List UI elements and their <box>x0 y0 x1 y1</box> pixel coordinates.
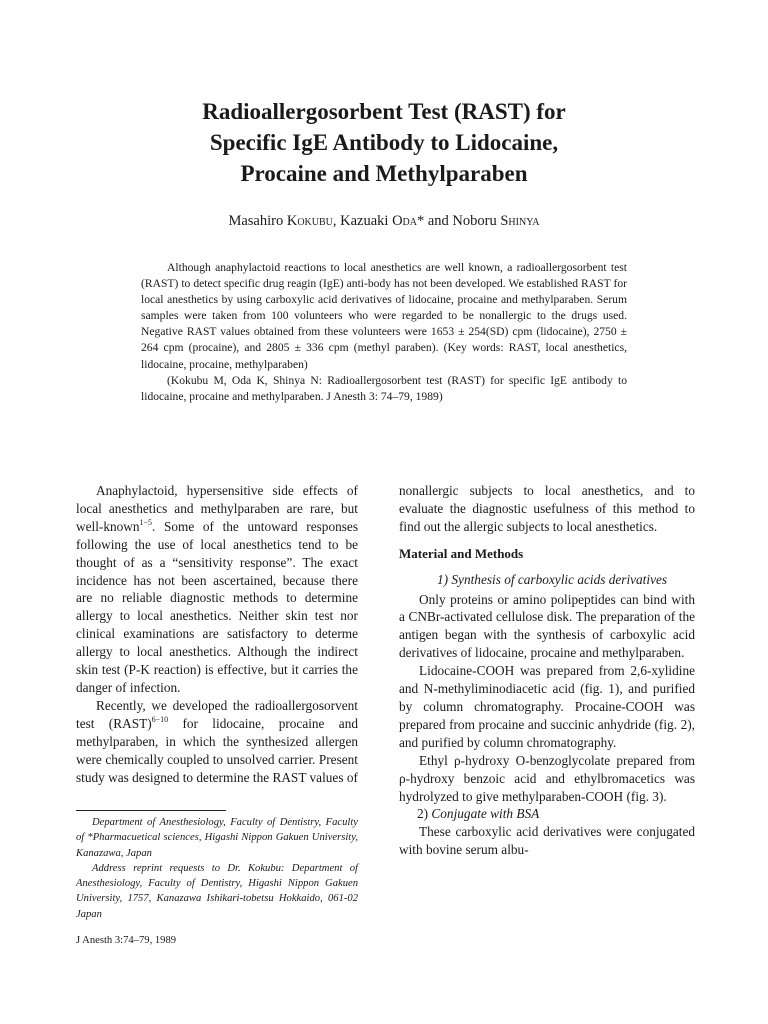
author-list <box>100 213 668 230</box>
author-2-affiliation-mark: * <box>416 213 425 229</box>
title-line-2: Specific IgE Antibody to Lidocaine, <box>209 130 559 155</box>
footnotes <box>76 815 358 922</box>
subsection-2-heading <box>399 805 695 823</box>
section-heading-methods: Material and Methods <box>399 545 524 561</box>
left-column <box>76 482 358 786</box>
methods-paragraph-4: These carboxylic acid derivatives were conjugated with bovine serum albu- <box>399 824 695 858</box>
intro-paragraph-2 <box>76 697 358 787</box>
footnote-reprint-address: Address reprint requests to Dr. Kokubu: Department of Anesthesiology, Faculty of Dentistry, Higashi Nippon Gakuen University, 1757, Kanazawa Ishikari-tobetsu Hokkaido, 061-02 Japan <box>76 862 358 920</box>
right-column <box>399 482 695 859</box>
intro-p1-text-a: Anaphylactoid, hypersensitive side effects of local anesthetics and methylparaben are rare, but well-known <box>76 483 358 534</box>
intro-p2-text-b: for lidocaine, procaine and methylparaben, in which the synthesized allergen were chemically coupled to unsolved carrier. Present study was designed to determine the RAST values of <box>76 715 358 785</box>
intro-p1-reference: 1−5 <box>139 517 153 527</box>
author-1-given: Masahiro <box>228 213 284 229</box>
footnote-affiliation: Department of Anesthesiology, Faculty of Dentistry, Faculty of *Pharmacuetical sciences, Higashi Nippon Gakuen University, Kanazawa, Japan <box>76 817 358 859</box>
abstract <box>141 260 627 405</box>
methods-paragraph-2: Lidocaine-COOH was prepared from 2,6-xylidine and N-methyliminodiacetic acid (fig. 1), and purified by column chromatography. Procaine-COOH was prepared from procaine and succinic anhydride (fig. 2), and purified by column chromatography. <box>399 663 695 750</box>
author-2-family: Oda <box>392 213 417 229</box>
footnote-divider <box>76 810 226 811</box>
subsection-1-number: 1) <box>437 571 449 587</box>
author-separator: , <box>332 213 337 229</box>
intro-p1-text-b: . Some of the untoward responses following the use of local anesthetics tend to be thought of as a “sensitivity response”. The exact incidence has not been ascertained, because there are no reliable diagnostic methods to determine allergy to local anesthetics. Neither skin test nor clinical examinations are satisfactory to determe allergy to local anesthetics. Although the indirect skin test (P-K reaction) is effective, but it carries the danger of infection. <box>76 518 358 695</box>
author-3-family: Shinya <box>500 213 540 229</box>
intro-p2-text-a: Recently, we developed the radioallergosorvent test (RAST) <box>76 697 358 731</box>
paper-title <box>100 96 668 189</box>
intro-paragraph-1 <box>76 482 358 697</box>
author-3-given: Noboru <box>452 213 497 229</box>
methods-paragraph-1: Only proteins or amino polipeptides can bind with a CNBr-activated cellulose disk. The preparation of the antigen began with the synthesis of carboxylic acid derivatives of lidocaine, procaine and methylparaben. <box>399 591 695 661</box>
intro-p2-reference: 6−10 <box>151 714 169 724</box>
journal-citation-line: J Anesth 3:74–79, 1989 <box>76 935 177 946</box>
subsection-2-title: Conjugate with BSA <box>431 806 540 822</box>
author-conjunction: and <box>427 213 449 229</box>
title-line-1: Radioallergosorbent Test (RAST) for <box>202 99 566 124</box>
author-2-given: Kazuaki <box>340 213 389 229</box>
subsection-1-title: Synthesis of carboxylic acids derivatives <box>451 571 668 587</box>
title-line-3: Procaine and Methylparaben <box>240 161 528 186</box>
methods-paragraph-3: Ethyl ρ-hydroxy O-benzoglycolate prepared from ρ-hydroxy benzoic acid and ethylbromacetics was hydrolyzed to give methylparaben-COOH (fig. 3). <box>399 752 695 804</box>
subsection-2-number: 2) <box>417 806 429 822</box>
author-1-family: Kokubu <box>286 213 333 229</box>
abstract-citation: (Kokubu M, Oda K, Shinya N: Radioallergosorbent test (RAST) for specific IgE antibody to lidocaine, procaine and methylparaben. J Anesth 3: 74–79, 1989) <box>141 373 627 403</box>
subsection-1-heading <box>399 571 695 589</box>
abstract-text: Although anaphylactoid reactions to local anesthetics are well known, a radioallergosorbent test (RAST) to detect specific drug reagin (IgE) anti-body has not been developed. We established RAST for local anesthetics by using carboxylic acid derivatives of lidocaine, procaine and methylparaben. Serum samples were taken from 100 volunteers who were regarded to be nonallergic to the drugs used. Negative RAST values obtained from these volunteers were 1653 ± 254(SD) cpm (lidocaine), 2750 ± 264 cpm (procaine), and 2805 ± 336 cpm (methyl paraben). (Key words: RAST, local anesthetics, lidocaine, procaine, methylparaben) <box>141 261 627 371</box>
intro-continuation: nonallergic subjects to local anesthetics, and to evaluate the diagnostic usefulness of this method to find out the allergic subjects to local anesthetics. <box>399 483 695 534</box>
